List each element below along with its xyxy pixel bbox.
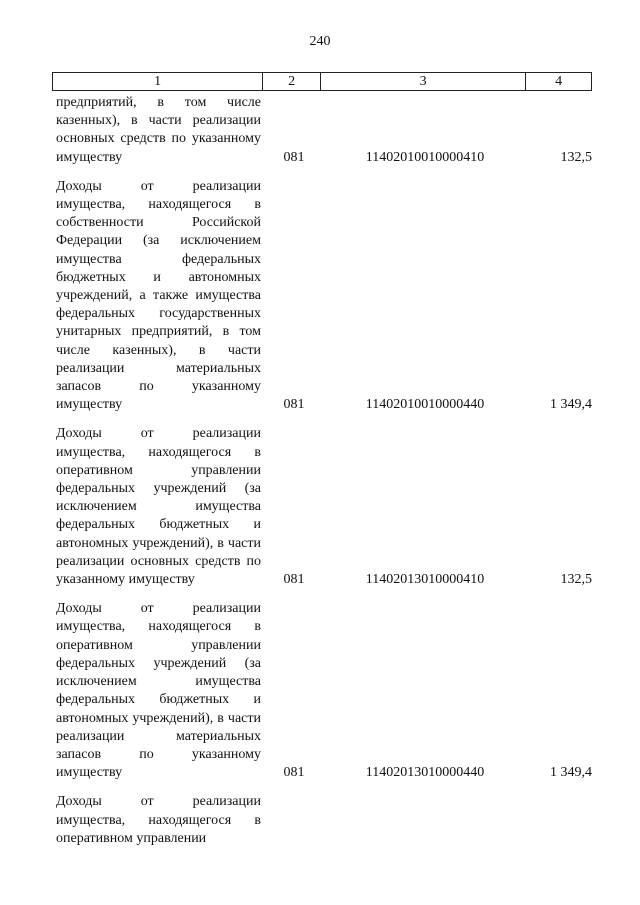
row-amount: 132,5 bbox=[560, 149, 592, 165]
table-row bbox=[52, 178, 592, 415]
row-amount: 1 349,4 bbox=[550, 397, 592, 413]
header-col-1: 1 bbox=[53, 73, 263, 90]
table-row bbox=[52, 600, 592, 782]
row-admin-code: 081 bbox=[283, 397, 305, 413]
row-amount: 132,5 bbox=[560, 572, 592, 588]
table-row bbox=[52, 793, 592, 848]
header-col-3: 3 bbox=[321, 73, 526, 90]
row-admin-code: 081 bbox=[283, 765, 305, 781]
row-description: Доходы от реализации имущества, находящегося в оперативном управлении федеральных учреждений (за исключением имущества федеральных бюджетных и автономных учреждений), в части реализации основных средств по указанному имуществу bbox=[56, 426, 261, 588]
row-admin-code: 081 bbox=[283, 149, 305, 165]
row-budget-code: 11402010010000410 bbox=[365, 149, 485, 165]
row-admin-code: 081 bbox=[283, 572, 305, 588]
row-description: Доходы от реализации имущества, находящегося в собственности Российской Федерации (за исключением имущества федеральных бюджетных и автономных учреждений, а также имущества федеральных государственных унитарных предприятий, в том числе казенных), в части реализации материальных запасов по указанному имуществу bbox=[56, 178, 261, 413]
row-budget-code: 11402010010000440 bbox=[365, 397, 485, 413]
header-col-2: 2 bbox=[263, 73, 321, 90]
table-row bbox=[52, 94, 592, 167]
row-description: Доходы от реализации имущества, находящегося в оперативном управлении федеральных учреждений (за исключением имущества федеральных бюджетных и автономных учреждений), в части реализации материальных запасов по указанному имуществу bbox=[56, 601, 261, 781]
row-description: предприятий, в том числе казенных), в части реализации основных средств по указанному имуществу bbox=[56, 95, 261, 165]
table-body bbox=[52, 94, 592, 848]
table-header bbox=[52, 72, 592, 91]
row-budget-code: 11402013010000410 bbox=[365, 572, 485, 588]
row-description: Доходы от реализации имущества, находящегося в оперативном управлении bbox=[56, 794, 261, 846]
header-col-4: 4 bbox=[555, 74, 563, 89]
row-amount: 1 349,4 bbox=[550, 765, 592, 781]
row-budget-code: 11402013010000440 bbox=[365, 765, 485, 781]
revenue-table bbox=[52, 72, 592, 859]
table-row bbox=[52, 425, 592, 589]
page-number: 240 bbox=[309, 34, 331, 49]
